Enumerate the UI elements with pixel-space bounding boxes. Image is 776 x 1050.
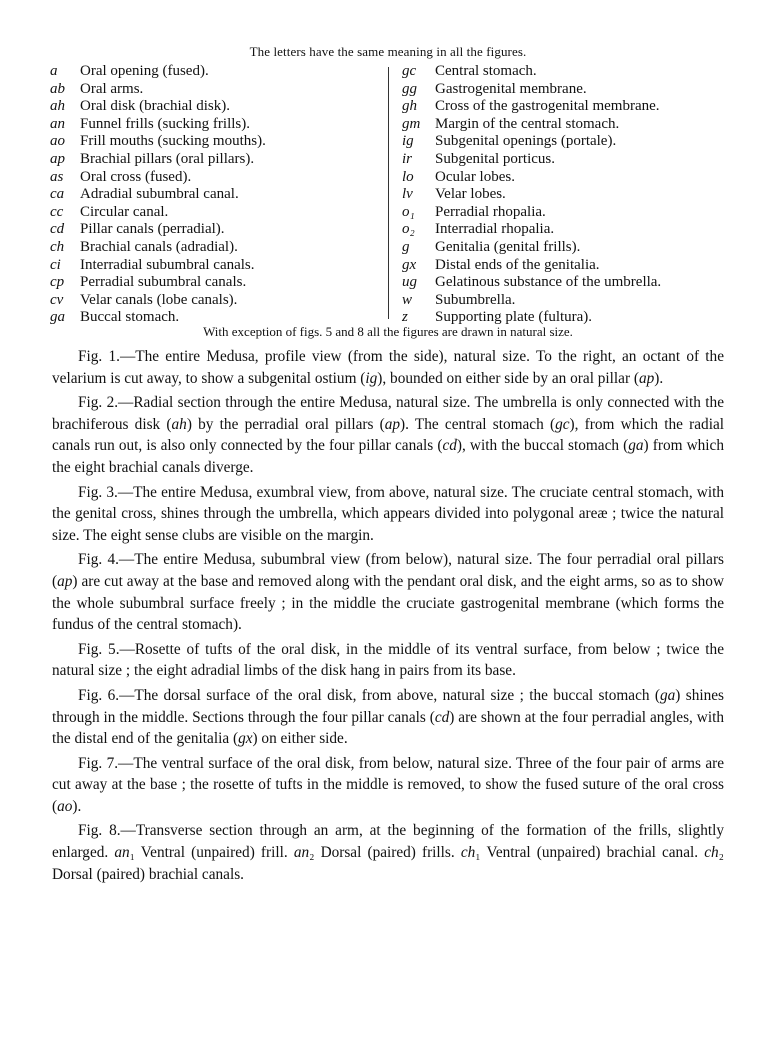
figure-caption-2: Fig. 2.—Radial section through the entire Medusa, natural size. The umbrella is only connected with the brachiferous disk (ah) by the perradial oral pillars (ap). The central stomach (gc), from which the radial canals run out, is also only connected by the four pillar canals (cd), with the buccal stomach (ga) from which the eight brachial canals diverge. xyxy=(52,394,724,476)
legend-entry xyxy=(50,151,390,169)
legend-description: Interradial rhopalia. xyxy=(435,221,555,238)
legend-abbreviation: gc xyxy=(402,63,417,79)
abbreviation-legend xyxy=(50,63,740,326)
legend-abbreviation: z xyxy=(402,309,408,326)
legend-entry xyxy=(50,169,390,187)
legend-abbreviation: ch xyxy=(50,238,65,255)
legend-description: Velar lobes. xyxy=(435,186,506,203)
legend-entry xyxy=(50,239,390,257)
legend-description: Central stomach. xyxy=(435,63,537,79)
legend-description: Perradial rhopalia. xyxy=(435,203,546,220)
legend-description: Adradial subumbral canal. xyxy=(80,186,239,203)
legend-entry xyxy=(402,116,742,134)
legend-abbreviation: gm xyxy=(402,115,421,132)
legend-entry xyxy=(50,221,390,239)
legend-description: Brachial canals (adradial). xyxy=(80,238,238,255)
legend-abbreviation: ug xyxy=(402,274,417,291)
legend-abbreviation: gx xyxy=(402,256,417,273)
legend-description: Subgenital porticus. xyxy=(435,150,555,167)
figure-caption-8: Fig. 8.—Transverse section through an arm, at the beginning of the formation of the frills, slightly enlarged. an₁ Ventral (unpaired) frill. an₂ Dorsal (paired) frills. ch₁ Ventral (unpaired) brachial canal. ch₂ Dorsal (paired) brachial canals. xyxy=(52,822,724,883)
legend-abbreviation: as xyxy=(50,168,64,185)
legend-abbreviation: cv xyxy=(50,291,64,308)
legend-entry xyxy=(402,133,742,151)
figure-caption-5: Fig. 5.—Rosette of tufts of the oral disk, in the middle of its ventral surface, from below ; twice the natural size ; the eight adradial limbs of the disk hang in pairs from its base. xyxy=(52,640,724,680)
legend-entry xyxy=(50,133,390,151)
legend-abbreviation: ah xyxy=(50,98,65,115)
legend-abbreviation: gg xyxy=(402,80,417,97)
legend-description: Distal ends of the genitalia. xyxy=(435,256,600,273)
legend-entry xyxy=(50,257,390,275)
legend-description: Funnel frills (sucking frills). xyxy=(80,115,250,132)
legend-entry xyxy=(50,204,390,222)
legend-entry xyxy=(402,204,742,222)
legend-abbreviation: ca xyxy=(50,186,65,203)
legend-description: Subgenital openings (portale). xyxy=(435,133,617,150)
legend-entry xyxy=(402,186,742,204)
legend-abbreviation: ao xyxy=(50,133,65,150)
legend-entry xyxy=(50,116,390,134)
figure-descriptions xyxy=(52,346,724,888)
legend-abbreviation: o₂ xyxy=(402,221,415,238)
legend-description: Perradial subumbral canals. xyxy=(80,274,247,291)
legend-entry xyxy=(402,151,742,169)
legend-description: Oral disk (brachial disk). xyxy=(80,98,230,115)
legend-description: Margin of the central stomach. xyxy=(435,115,620,132)
figure-caption-6: Fig. 6.—The dorsal surface of the oral disk, from above, natural size ; the buccal stomach (ga) shines through in the middle. Sections through the four pillar canals (cd) are shown at the four perradial angles, with the distal end of the genitalia (gx) on either side. xyxy=(52,686,724,748)
legend-description: Gastrogenital membrane. xyxy=(435,80,587,97)
legend-description: Subumbrella. xyxy=(435,291,516,308)
legend-description: Oral opening (fused). xyxy=(80,63,209,79)
legend-description: Oral cross (fused). xyxy=(80,168,192,185)
figure-caption-7: Fig. 7.—The ventral surface of the oral disk, from below, natural size. Three of the four pair of arms are cut away at the base ; the rosette of tufts in the middle is removed, to show the fused suture of the oral cross (ao). xyxy=(52,754,724,815)
legend-abbreviation: g xyxy=(402,238,410,255)
size-note: With exception of figs. 5 and 8 all the figures are drawn in natural size. xyxy=(203,324,573,339)
legend-description: Gelatinous substance of the umbrella. xyxy=(435,274,662,291)
legend-abbreviation: ig xyxy=(402,133,414,150)
legend-abbreviation: ir xyxy=(402,150,413,167)
legend-right-column xyxy=(402,63,742,327)
legend-entry xyxy=(402,63,742,81)
legend-divider xyxy=(388,67,389,319)
legend-abbreviation: lo xyxy=(402,168,414,185)
legend-description: Velar canals (lobe canals). xyxy=(80,291,238,308)
figure-caption-3: Fig. 3.—The entire Medusa, exumbral view, from above, natural size. The cruciate central stomach, with the genital cross, shines through the umbrella, which appears divided into polygonal areæ ; twice the natural size. The eight sense clubs are visible on the margin. xyxy=(52,483,724,544)
legend-abbreviation: w xyxy=(402,291,413,308)
legend-description: Oral arms. xyxy=(80,80,144,97)
legend-entry xyxy=(402,98,742,116)
legend-description: Buccal stomach. xyxy=(80,309,180,326)
legend-abbreviation: cd xyxy=(50,221,65,238)
legend-entry xyxy=(402,274,742,292)
legend-abbreviation: a xyxy=(50,63,58,79)
legend-entry xyxy=(402,221,742,239)
figure-caption-4: Fig. 4.—The entire Medusa, subumbral view (from below), natural size. The four perradial oral pillars (ap) are cut away at the base and removed along with the pendant oral disk, and the eight arms, so as to show the whole subumbral surface freely ; in the middle the cruciate gastrogenital membrane (which forms the fundus of the central stomach). xyxy=(52,551,724,634)
legend-header: The letters have the same meaning in all the figures. xyxy=(249,44,527,59)
figure-caption-1: Fig. 1.—The entire Medusa, profile view (from the side), natural size. To the right, an octant of the velarium is cut away, to show a subgenital ostium (ig), bounded on either side by an oral pillar (ap). xyxy=(52,348,724,387)
legend-description: Frill mouths (sucking mouths). xyxy=(80,133,266,150)
legend-abbreviation: cc xyxy=(50,203,64,220)
legend-abbreviation: ab xyxy=(50,80,65,97)
legend-entry xyxy=(50,292,390,310)
legend-entry xyxy=(50,274,390,292)
legend-abbreviation: ga xyxy=(50,309,65,326)
legend-description: Interradial subumbral canals. xyxy=(80,256,255,273)
legend-entry xyxy=(402,257,742,275)
legend-abbreviation: lv xyxy=(402,186,413,203)
legend-description: Circular canal. xyxy=(80,203,169,220)
legend-description: Genitalia (genital frills). xyxy=(435,238,581,255)
legend-abbreviation: an xyxy=(50,115,65,132)
legend-abbreviation: ci xyxy=(50,256,61,273)
legend-description: Pillar canals (perradial). xyxy=(80,221,225,238)
legend-entry xyxy=(402,292,742,310)
legend-description: Supporting plate (fultura). xyxy=(435,309,593,326)
legend-left-column xyxy=(50,63,390,327)
legend-entry xyxy=(50,81,390,99)
legend-entry xyxy=(50,186,390,204)
legend-entry xyxy=(402,169,742,187)
legend-description: Ocular lobes. xyxy=(435,168,515,185)
legend-entry xyxy=(402,81,742,99)
legend-abbreviation: ap xyxy=(50,150,65,167)
legend-entry xyxy=(402,239,742,257)
legend-abbreviation: o₁ xyxy=(402,203,415,220)
legend-abbreviation: gh xyxy=(402,98,417,115)
legend-entry xyxy=(50,63,390,81)
legend-abbreviation: cp xyxy=(50,274,65,291)
legend-entry xyxy=(50,98,390,116)
legend-description: Cross of the gastrogenital membrane. xyxy=(435,98,660,115)
legend-description: Brachial pillars (oral pillars). xyxy=(80,150,255,167)
